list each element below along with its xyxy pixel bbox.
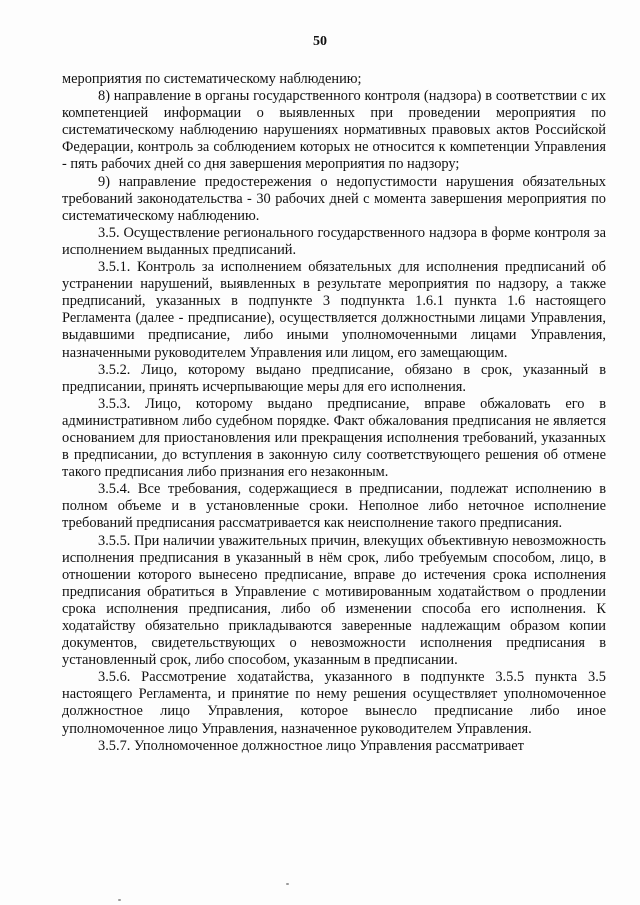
document-body — [62, 71, 606, 755]
paragraph-continuation: мероприятия по систематическому наблюдению; — [62, 71, 362, 87]
paragraph-3-5-6: 3.5.6. Рассмотрение ходатайства, указанного в подпункте 3.5.5 пункта 3.5 настоящего Регламента, и принятие по нему решения осуществляет уполномоченное должностное лицо Управления, которое вынесло предписание либо иное уполномоченное лицо Управления, назначенное руководителем Управления. — [62, 669, 606, 737]
scan-speck — [286, 883, 289, 885]
paragraph-3-5-5: 3.5.5. При наличии уважительных причин, влекущих объективную невозможность исполнения предписания в указанный в нём срок, либо требуемым способом, лицо, в отношении которого вынесено предписание, вправе до истечения срока исполнения предписания обратиться в Управление с мотивированным ходатайством о продлении срока исполнения предписания, либо об изменении способа его исполнения. К ходатайству обязательно прикладываются заверенные надлежащим образом копии документов, свидетельствующих о невозможности исполнения предписания в установленный срок, либо способом, указанным в предписании. — [62, 532, 606, 669]
page-number: 50 — [313, 34, 327, 49]
paragraph-3-5-3: 3.5.3. Лицо, которому выдано предписание, вправе обжаловать его в административном либо судебном порядке. Факт обжалования предписания не является основанием для приостановления или прекращения исполнения требований, указанных в предписании, до вступления в законную силу соответствующего решения об отмене такого предписания либо признания его незаконным. — [62, 395, 606, 481]
paragraph-3-5: 3.5. Осуществление регионального государственного надзора в форме контроля за исполнением выданных предписаний. — [62, 224, 606, 258]
paragraph-item-9: 9) направление предостережения о недопустимости нарушения обязательных требований законодательства - 30 рабочих дней с момента завершения мероприятия по систематическому наблюдению. — [62, 173, 606, 224]
paragraph-item-8: 8) направление в органы государственного контроля (надзора) в соответствии с их компетенцией информации о выявленных при проведении мероприятия по систематическому наблюдению нарушениях нормативных правовых актов Российской Федерации, контроль за соблюдением которых не относится к компетенции Управления - пять рабочих дней со дня завершения мероприятия по надзору; — [62, 88, 606, 173]
paragraph-3-5-4: 3.5.4. Все требования, содержащиеся в предписании, подлежат исполнению в полном объеме и в установленные сроки. Неполное либо неточное исполнение требований предписания рассматривается как неисполнение такого предписания. — [62, 481, 606, 532]
paragraph-3-5-1: 3.5.1. Контроль за исполнением обязательных для исполнения предписаний об устранении нарушений, выявленных в результате мероприятия по надзору, а также предписаний, указанных в подпункте 3 подпункта 1.6.1 пункта 1.6 настоящего Регламента (далее - предписание), осуществляется должностными лицами Управления, выдавшими предписание, либо иными уполномоченными лицами Управления, назначенными руководителем Управления или лицом, его замещающим. — [62, 259, 606, 361]
scan-speck — [118, 899, 121, 901]
paragraph-3-5-7: 3.5.7. Уполномоченное должностное лицо Управления рассматривает — [98, 737, 524, 754]
paragraph-3-5-2: 3.5.2. Лицо, которому выдано предписание, обязано в срок, указанный в предписании, принять исчерпывающие меры для его исполнения. — [62, 361, 606, 395]
